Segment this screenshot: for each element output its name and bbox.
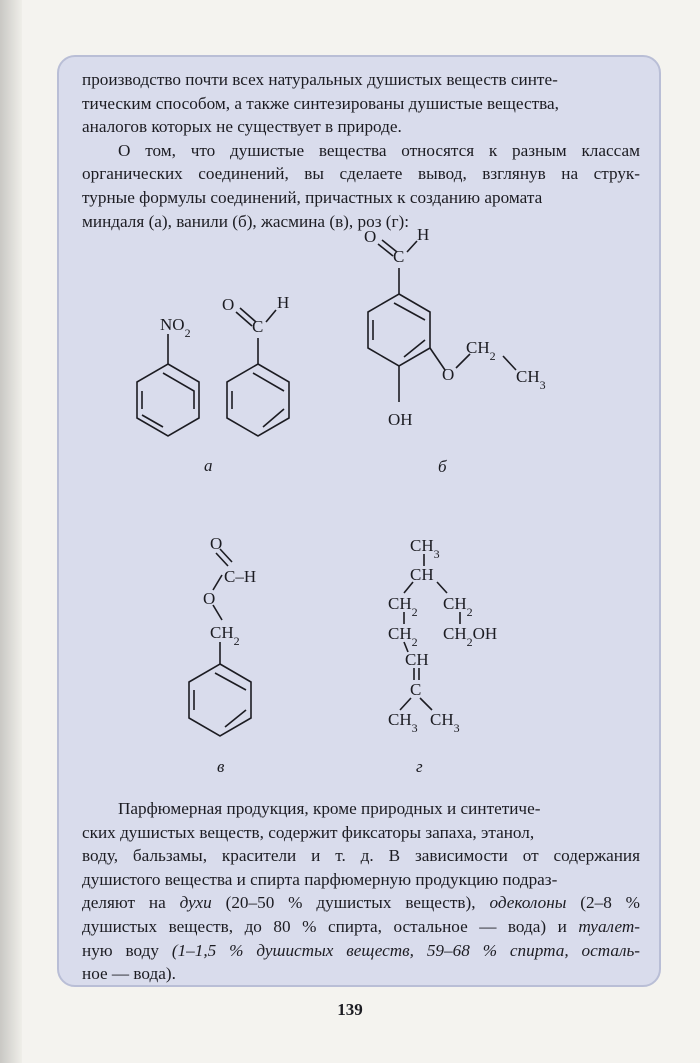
- formula-g-ch3-left: $CH_3$: [388, 710, 418, 735]
- formula-v-ester-o: O: [203, 589, 216, 608]
- text-line: [82, 844, 640, 868]
- formula-b-ether-o: O: [442, 365, 455, 384]
- italic-term: туалет-: [578, 916, 640, 936]
- formula-g-ch: CH: [410, 565, 434, 584]
- text-segment: ских душистых веществ, содержит фиксаторы запаха, этанол,: [82, 822, 535, 842]
- paragraph-perfumery: [82, 797, 640, 986]
- text-line: [82, 939, 640, 963]
- text-line: [82, 868, 640, 892]
- text-line: [82, 915, 640, 939]
- formula-b-oh: OH: [388, 410, 413, 429]
- formula-g-caption: г: [416, 757, 423, 776]
- formula-v-ch2: $CH_2$: [210, 623, 240, 648]
- formula-a-aldehyde-c: C: [252, 317, 264, 336]
- formula-g-ch3-top: $CH_3$: [410, 536, 440, 561]
- text-line: [82, 821, 640, 845]
- text-segment: воду, бальзамы, красители и т. д. В зависимости от содержания: [82, 846, 640, 866]
- formula-b-caption: б: [438, 457, 447, 476]
- formula-b-ch3: $CH_3$: [516, 367, 546, 392]
- text-segment: (20–50 % душистых веществ),: [211, 893, 490, 913]
- text-line: органических соединений, вы сделаете вывод, взглянув на струк-: [82, 164, 640, 184]
- text-line: [82, 797, 640, 821]
- formula-g-ch3-right: $CH_3$: [430, 710, 460, 735]
- formula-b-aldehyde-c: C: [393, 247, 405, 266]
- formula-g-ch2-left-1: $CH_2$: [388, 594, 418, 619]
- italic-term: одеколоны: [489, 893, 567, 913]
- formula-b-aldehyde-o: O: [364, 227, 377, 246]
- formula-g-ch2-left-2: $CH_2$: [388, 624, 418, 649]
- text-segment: Парфюмерная продукция, кроме природных и синтетиче-: [118, 799, 541, 818]
- page-number: 139: [337, 1000, 363, 1019]
- formula-g-ch2oh: $CH_2OH$: [443, 624, 498, 649]
- text-line: аналогов которых не существует в природе.: [82, 117, 402, 137]
- text-segment: деляют на: [82, 893, 180, 913]
- text-segment: душистого вещества и спирта парфюмерную продукцию подраз-: [82, 869, 558, 889]
- text-segment: ное — вода).: [82, 964, 176, 984]
- text-segment: (2–8 %: [566, 893, 641, 913]
- text-segment: душистых веществ, до 80 % спирта, остальное — вода) и: [82, 916, 579, 936]
- text-line: миндаля (а), ванили (б), жасмина (в), роз (г):: [82, 211, 410, 231]
- italic-term: духи: [179, 893, 212, 913]
- formula-v-caption: в: [217, 757, 225, 776]
- formula-v-c-h: C–H: [224, 567, 257, 586]
- formula-a-caption: а: [204, 456, 213, 475]
- formula-a-aldehyde-h: H: [277, 293, 290, 312]
- formula-g-c: C: [410, 680, 422, 699]
- formula-g-ch2-right-1: $CH_2$: [443, 594, 473, 619]
- italic-term: (1–1,5 % душистых веществ, 59–68 % спирта, осталь-: [158, 940, 640, 960]
- text-line: турные формулы соединений, причастных к созданию аромата: [82, 187, 543, 207]
- formula-b-ch2: $CH_2$: [466, 338, 496, 363]
- formula-g-ch-lower: CH: [405, 650, 429, 669]
- text-segment: ную воду: [82, 940, 159, 960]
- formula-v-carbonyl-o: O: [210, 534, 223, 553]
- text-line: тическим способом, а также синтезированы душистые вещества,: [82, 93, 559, 113]
- text-line: [82, 891, 640, 915]
- text-line: производство почти всех натуральных душистых веществ синте-: [82, 70, 558, 89]
- formula-a-nitro: $NO_2$: [160, 315, 191, 340]
- formula-b-aldehyde-h: H: [417, 225, 430, 244]
- text-line: О том, что душистые вещества относятся к разным классам: [118, 140, 640, 160]
- formula-a-aldehyde-o: O: [222, 295, 235, 314]
- text-line: [82, 962, 640, 986]
